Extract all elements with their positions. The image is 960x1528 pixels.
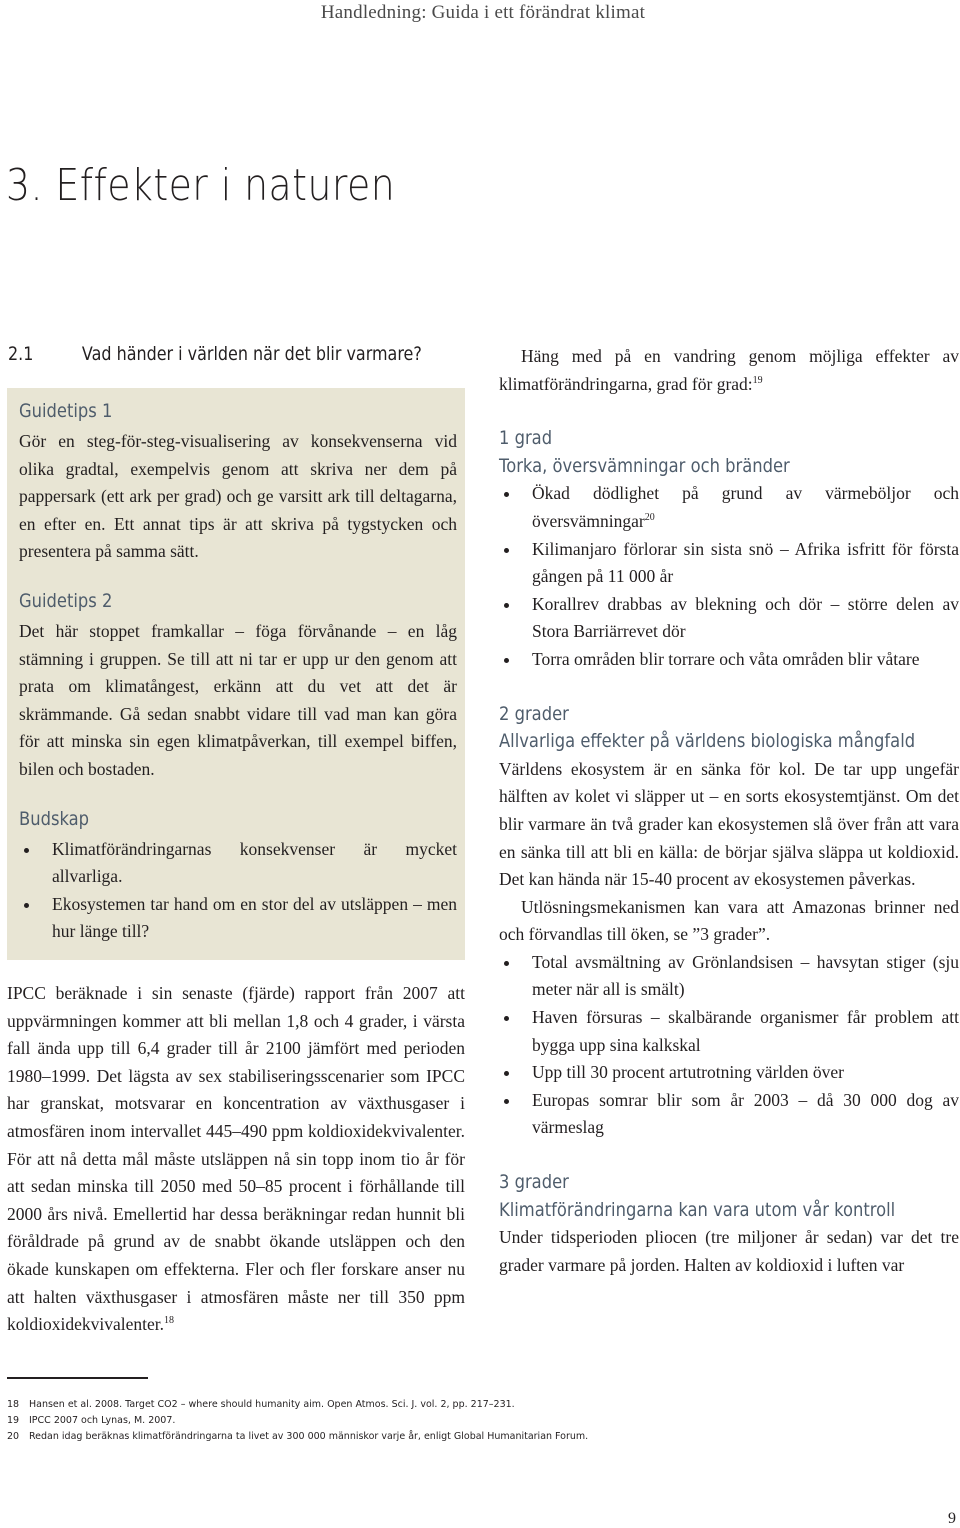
message-list [19, 836, 457, 946]
tip2-heading: Guidetips 2 [19, 589, 113, 612]
grade3-paragraph: Under tidsperioden pliocen (tre miljoner år sedan) var det tre grader varmare på jorden. Halten av koldioxid i luften var [499, 1227, 959, 1275]
grade1-list [499, 480, 959, 673]
grade2-paragraph: Utlösningsmekanismen kan vara att Amazonas brinner ned och förvandlas till öken, se ”3 grader”. [499, 896, 959, 945]
footnote [7, 1397, 907, 1413]
message-item: Ekosystemen tar hand om en stor del av utsläppen – men hur länge till? [19, 891, 457, 946]
list-item [499, 480, 959, 535]
footnote-number: 18 [7, 1399, 20, 1410]
page-number: 9 [948, 1510, 956, 1527]
grade1-heading: 1 grad [499, 427, 553, 450]
list-item: Europas somrar blir som år 2003 – då 30 000 dog av värmeslag [499, 1087, 959, 1142]
running-header: Handledning: Guida i ett förändrat klimat [320, 2, 646, 23]
list-item: Haven försuras – skalbärande organismer får problem att bygga upp sina kalkskal [499, 1004, 959, 1059]
ipcc-paragraph [7, 980, 465, 1339]
grade3-subheading: Klimatförändringarna kan vara utom vår kontroll [499, 1198, 896, 1221]
footnote-divider [7, 1377, 148, 1379]
list-item: Torra områden blir torrare och våta områden blir våtare [499, 646, 959, 674]
footnote [7, 1429, 907, 1445]
right-column [499, 343, 959, 1279]
tip2-text: Det här stoppet framkallar – föga förvånande – en låg stämning i gruppen. Se till att ni tar er upp ur den genom att prata om klimatångest, erkänn att du vet att det är skrämmande. Gå sedan snabbt vidare till vad man kan göra för att minska sin egen klimatpåverkan, till exempel biffen, bilen och bostaden. [19, 620, 457, 779]
footnote-text: IPCC 2007 och Lynas, M. 2007. [29, 1415, 176, 1426]
list-item: Total avsmältning av Grönlandsisen – havsytan stiger (sju meter när all is smält) [499, 949, 959, 1004]
footnote-text: Redan idag beräknas klimatförändringarna ta livet av 300 000 människor varje år, enligt Global Humanitarian Forum. [29, 1431, 589, 1442]
footnote-number: 20 [7, 1431, 20, 1442]
grade2-list [499, 949, 959, 1142]
footnotes [7, 1397, 907, 1445]
section-number: 2.1 [8, 343, 34, 365]
list-item: Upp till 30 procent artutrotning världen över [499, 1059, 959, 1087]
footnote [7, 1413, 907, 1429]
list-item: Kilimanjaro förlorar sin sista snö – Afrika isfritt för första gången på 11 000 år [499, 536, 959, 591]
list-item: Korallrev drabbas av blekning och dör – större delen av Stora Barriärrevet dör [499, 591, 959, 646]
section-title: Vad händer i världen när det blir varmare? [81, 343, 422, 365]
message-item: Klimatförändringarnas konsekvenser är mycket allvarliga. [19, 836, 457, 891]
ipcc-text: IPCC beräknade i sin senaste (fjärde) rapport från 2007 att uppvärmningen kommer att bli mellan 1,8 och 4 grader, i värsta fall ända upp till 6,4 grader till år 2100 jämfört med perioden 1980–1999. Det lägsta av sex stabiliseringsscenarier som IPCC har granskat, motsvarar en koncentration av växthusgaser i atmosfären inom intervallet 445–490 ppm koldioxidekvivalenter. För att nå detta mål måste utsläppen nå sin topp inom tio år för att sedan minska till 2050 med 50–85 procent i förhållande till 2000 års nivå. Emellertid har dessa beräkningar redan hunnit bli föråldrade på grund av de snabbt ökande utsläppen och den ökade kunskapen om effekterna. Fler och fler forskare anser nu att halten växthusgaser i atmosfären måste ner till 350 ppm koldioxidekvivalenter. [7, 983, 465, 1335]
grade3-heading: 3 grader [499, 1171, 569, 1194]
footnote-number: 19 [7, 1415, 20, 1426]
footnote-ref: 20 [644, 511, 655, 523]
grade1-item-text: Ökad dödlighet på grund av värmeböljor och översvämningar [532, 483, 959, 531]
tip1-text: Gör en steg-för-steg-visualisering av konsekvenserna vid olika gradtal, exempelvis genom att skriva ner dem på pappersark (ett ark per grad) och ge varsitt ark till deltagarna, en efter en. Ett annat tips är att skriva på tygstycken och presentera på samma sätt. [19, 431, 457, 562]
guide-tips-box [7, 388, 465, 960]
grade2-heading: 2 grader [499, 702, 569, 725]
grade2-subheading: Allvarliga effekter på världens biologiska mångfald [499, 730, 916, 753]
chapter-title: 3. Effekter i naturen [6, 160, 396, 211]
intro-text: Häng med på en vandring genom möjliga effekter av klimatförändringarna, grad för grad: [499, 346, 959, 394]
section-heading [8, 343, 422, 365]
footnote-text: Hansen et al. 2008. Target CO2 – where should humanity aim. Open Atmos. Sci. J. vol. 2, pp. 217–231. [29, 1399, 515, 1410]
grade1-subheading: Torka, översvämningar och bränder [499, 454, 790, 477]
message-heading: Budskap [19, 807, 90, 830]
grade2-paragraph: Världens ekosystem är en sänka för kol. De tar upp ungefär hälften av kolet vi släpper ut – en sorts ekosystemtjänst. Om det blir varmare än två grader kan ekosystemen slå över från att vara en sänka till att bli en källa: de börjar själva släppa ut koldioxid. Det kan hända när 15-40 procent av ekosystemen påverkas. [499, 758, 959, 890]
tip1-heading: Guidetips 1 [19, 400, 113, 422]
footnote-ref: 18 [163, 1315, 174, 1327]
footnote-ref: 19 [752, 374, 763, 386]
